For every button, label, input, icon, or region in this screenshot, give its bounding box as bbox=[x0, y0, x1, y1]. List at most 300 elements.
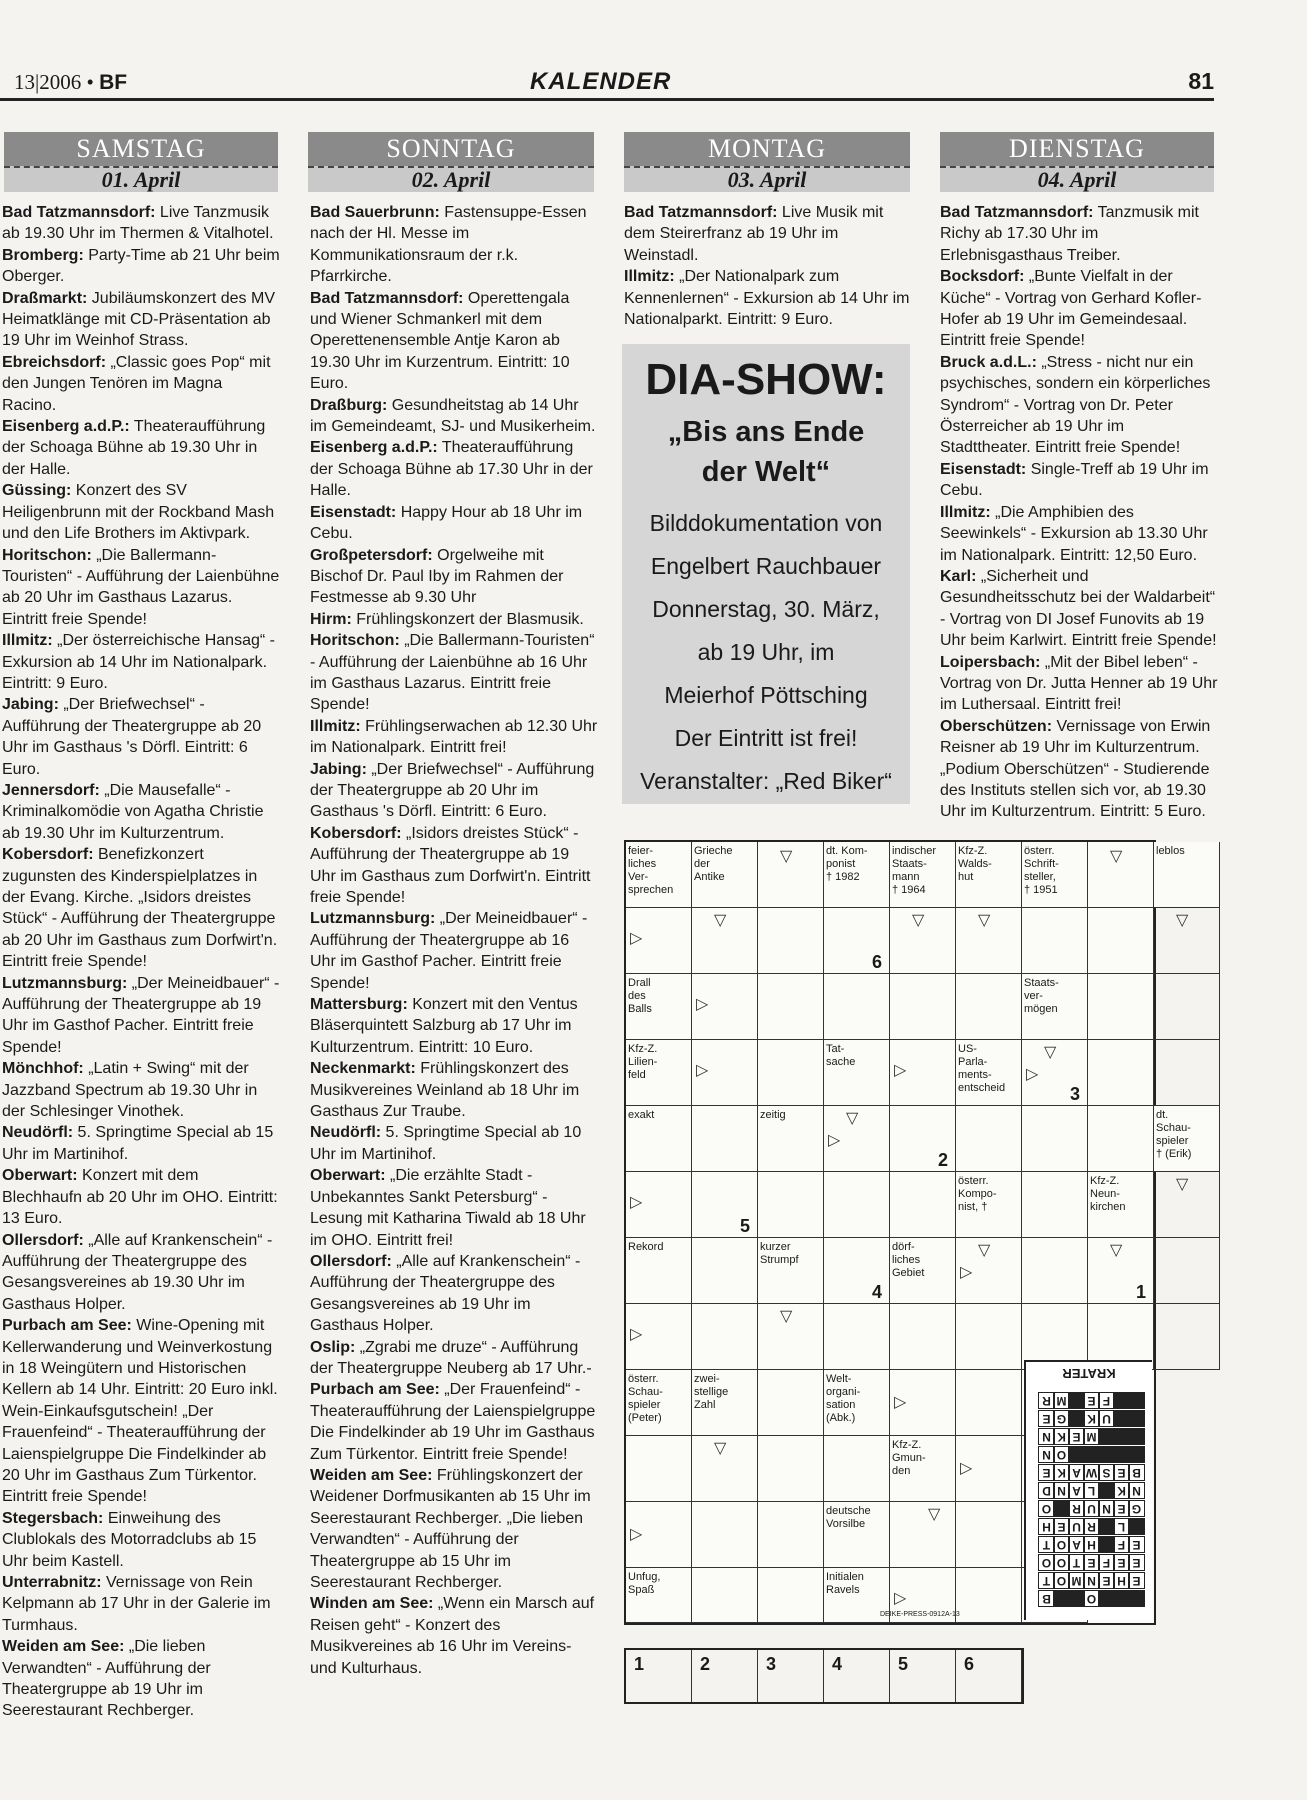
crossword-cell[interactable] bbox=[956, 1502, 1022, 1568]
crossword-cell[interactable] bbox=[1088, 1040, 1154, 1106]
event-entry bbox=[2, 1122, 280, 1165]
event-text: Operettengala und Wiener Schmankerl mit dem Operettenensemble Antje Karon ab 19.30 Uhr im Kurzentrum. Eintritt: 10 Euro. bbox=[310, 289, 570, 393]
solution-letter: E bbox=[1113, 1464, 1130, 1481]
event-place: Ebreichsdorf: bbox=[2, 353, 107, 371]
solution-letter: O bbox=[1053, 1554, 1070, 1571]
arrow-icon: ▷ bbox=[696, 996, 709, 1013]
event-entry bbox=[2, 416, 280, 480]
event-place: Eisenstadt: bbox=[310, 503, 397, 521]
solution-letter: F bbox=[1098, 1392, 1115, 1409]
event-entry bbox=[2, 1636, 280, 1722]
ad-title: DIA-SHOW: bbox=[645, 355, 887, 404]
solution-number: 2 bbox=[700, 1654, 711, 1674]
arrow-icon: ▽ bbox=[1110, 848, 1123, 865]
event-entry bbox=[2, 780, 280, 844]
solution-letter: N bbox=[1038, 1428, 1055, 1445]
crossword-cell[interactable] bbox=[1088, 974, 1154, 1040]
clue-text: Welt- organi- sation (Abk.) bbox=[826, 1373, 861, 1424]
clue-text: österr. Schrift- steller, † 1951 bbox=[1024, 845, 1059, 896]
crossword-cell[interactable] bbox=[692, 1568, 758, 1623]
solution-number: 1 bbox=[634, 1654, 645, 1674]
arrow-icon: ▽ bbox=[714, 912, 727, 929]
event-place: Horitschon: bbox=[2, 546, 92, 564]
crossword-cell[interactable] bbox=[890, 1172, 956, 1238]
solution-letter: E bbox=[1113, 1554, 1130, 1571]
deike-credit: DEIKE-PRESS-0912A-13 bbox=[880, 1611, 960, 1618]
event-text: Frühlingserwachen ab 12.30 Uhr im Nationalpark. Eintritt frei! bbox=[310, 717, 598, 757]
section-title: KALENDER bbox=[530, 68, 672, 95]
event-text: „Alle auf Krankenschein“ - Aufführung der Theatergruppe des Gesangsvereines ab 19.30 Uhr im Gasthaus Holper. bbox=[2, 1231, 273, 1313]
clue-text: leblos bbox=[1156, 845, 1185, 857]
arrow-icon: ▽ bbox=[846, 1110, 859, 1127]
event-entry bbox=[310, 908, 598, 994]
arrow-icon: ▷ bbox=[894, 1394, 907, 1411]
crossword-cell[interactable] bbox=[824, 1436, 890, 1502]
solution-letter: E bbox=[1128, 1536, 1145, 1553]
page-number: 81 bbox=[1188, 68, 1214, 94]
event-entry bbox=[310, 545, 598, 609]
event-entry bbox=[310, 202, 598, 288]
crossword-clue bbox=[1022, 842, 1088, 908]
crossword-clue bbox=[1022, 974, 1088, 1040]
event-place: Ollersdorf: bbox=[2, 1231, 84, 1249]
event-text: „Wenn ein Marsch auf Reisen geht“ - Konzert des Musikvereines ab 16 Uhr im Vereins- und Kulturhaus. bbox=[310, 1595, 595, 1677]
solution-letter: O bbox=[1053, 1536, 1070, 1553]
solution-letter: A bbox=[1068, 1482, 1085, 1499]
solution-letter: K bbox=[1083, 1410, 1100, 1427]
event-place: Karl: bbox=[940, 567, 977, 585]
arrow-icon: ▽ bbox=[1044, 1044, 1057, 1061]
solution-letter: O bbox=[1083, 1590, 1100, 1607]
solution-letter: F bbox=[1113, 1536, 1130, 1553]
ad-line-3: Donnerstag, 30. März, bbox=[652, 596, 880, 622]
ad-line-2: Engelbert Rauchbauer bbox=[650, 553, 882, 579]
crossword-clue bbox=[626, 1040, 692, 1106]
event-place: Jennersdorf: bbox=[2, 781, 100, 799]
solution-letter: H bbox=[1113, 1572, 1130, 1589]
crossword-cell[interactable] bbox=[1022, 1238, 1088, 1304]
event-entry bbox=[310, 395, 598, 438]
arrow-icon: ▷ bbox=[630, 1526, 643, 1543]
solution-letter: N bbox=[1038, 1446, 1055, 1463]
dia-show-ad bbox=[622, 344, 910, 804]
ad-line-1: Bilddokumentation von bbox=[649, 510, 883, 536]
crossword-cell[interactable] bbox=[890, 974, 956, 1040]
event-entry bbox=[2, 288, 280, 352]
clue-text: zeitig bbox=[760, 1109, 786, 1121]
arrow-icon: ▷ bbox=[630, 1326, 643, 1343]
event-entry bbox=[2, 1165, 280, 1229]
event-text: „Der Meineidbauer“ - Aufführung der Theatergruppe ab 16 Uhr im Gasthof Pacher. Eintritt freie Spende! bbox=[310, 910, 588, 992]
event-text: „Zgrabi me druze“ - Aufführung der Theatergruppe Neuberg ab 17 Uhr.- bbox=[310, 1338, 592, 1377]
event-text: Happy Hour ab 18 Uhr im Cebu. bbox=[310, 503, 583, 543]
event-text: „Die Ballermann-Touristen“ - Aufführung der Laienbühne ab 20 Uhr im Gasthaus Lazarus. Eintritt freie Spende! bbox=[2, 546, 280, 628]
event-text: „Latin + Swing“ mit der Jazzband Spectrum ab 19.30 Uhr in der Schlesinger Vinothek. bbox=[2, 1060, 258, 1121]
crossword-cell[interactable] bbox=[1022, 908, 1088, 974]
crossword-cell[interactable] bbox=[1154, 974, 1220, 1040]
event-entry bbox=[310, 1379, 598, 1465]
crossword-cell[interactable] bbox=[956, 1568, 1022, 1623]
arrow-icon: ▽ bbox=[1176, 1176, 1189, 1193]
event-text: „Der Briefwechsel“ - Aufführung der Theatergruppe ab 20 Uhr im Gasthaus 's Dörfl. Eintritt: 6 Euro. bbox=[310, 760, 595, 821]
clue-text: Kfz-Z. Lilien- feld bbox=[628, 1043, 658, 1081]
solution-letter: A bbox=[1068, 1536, 1085, 1553]
solution-box[interactable] bbox=[956, 1650, 1022, 1702]
crossword-clue bbox=[692, 1370, 758, 1436]
crossword-cell[interactable] bbox=[824, 1172, 890, 1238]
event-text: Tanzmusik mit Richy ab 17.30 Uhr im Erlebnisgasthaus Treiber. bbox=[940, 204, 1199, 264]
event-place: Oberwart: bbox=[310, 1167, 386, 1185]
arrow-icon: ▷ bbox=[1026, 1066, 1039, 1083]
crossword-cell[interactable] bbox=[626, 1436, 692, 1502]
event-place: Eisenstadt: bbox=[940, 460, 1027, 478]
solution-letter: E bbox=[1053, 1518, 1070, 1535]
arrow-icon: ▷ bbox=[960, 1264, 973, 1281]
crossword-clue bbox=[956, 842, 1022, 908]
event-entry bbox=[2, 973, 280, 1059]
arrow-icon: ▷ bbox=[960, 1460, 973, 1477]
crossword-cell[interactable] bbox=[824, 974, 890, 1040]
solution-box[interactable] bbox=[890, 1650, 956, 1702]
event-entry bbox=[2, 545, 280, 631]
event-entry bbox=[310, 994, 598, 1058]
clue-text: österr. Schau- spieler (Peter) bbox=[628, 1373, 663, 1424]
solution-box[interactable] bbox=[692, 1650, 758, 1702]
event-place: Eisenberg a.d.P.: bbox=[310, 439, 438, 457]
crossword-clue bbox=[626, 974, 692, 1040]
event-entry bbox=[310, 716, 598, 759]
solution-letter: R bbox=[1038, 1392, 1055, 1409]
event-place: Illmitz: bbox=[2, 632, 53, 650]
crossword-cell[interactable] bbox=[692, 1502, 758, 1568]
crossword-clue bbox=[626, 1568, 692, 1623]
crossword-clue bbox=[1088, 1172, 1154, 1238]
event-place: Illmitz: bbox=[940, 503, 991, 521]
event-text: „Der Frauenfeind“ - Theateraufführung der Laienspielgruppe Die Findelkinder ab 19 Uhr im Gasthaus Zum Türkentor. Eintritt freie Spende! bbox=[310, 1381, 596, 1463]
event-place: Oberwart: bbox=[2, 1167, 78, 1185]
event-text: Live Tanzmusik ab 19.30 Uhr im Thermen & Vitalhotel. bbox=[2, 204, 274, 243]
events-dienstag bbox=[940, 202, 1218, 823]
crossword-clue bbox=[626, 1370, 692, 1436]
event-text: „Isidors dreistes Stück“ - Aufführung der Theatergruppe ab 19 Uhr im Gasthaus zum Dorfwirt'n. Eintritt freie Spende! bbox=[310, 824, 591, 906]
clue-text: Rekord bbox=[628, 1241, 664, 1253]
event-place: Güssing: bbox=[2, 482, 72, 500]
crossword-number: 2 bbox=[938, 1150, 949, 1170]
event-text: Theateraufführung der Schoaga Bühne ab 17.30 Uhr in der Halle. bbox=[310, 439, 593, 500]
crossword-cell[interactable] bbox=[758, 1502, 824, 1568]
clue-text: Drall des Balls bbox=[628, 977, 652, 1015]
crossword-cell[interactable] bbox=[758, 1172, 824, 1238]
clue-text: exakt bbox=[628, 1109, 655, 1121]
solution-letter: H bbox=[1038, 1518, 1055, 1535]
crossword-number: 5 bbox=[740, 1216, 751, 1236]
event-place: Bad Tatzmannsdorf: bbox=[310, 289, 464, 307]
solution-letter: O bbox=[1053, 1572, 1070, 1589]
crossword-cell[interactable] bbox=[758, 908, 824, 974]
clue-text: Staats- ver- mögen bbox=[1024, 977, 1059, 1015]
solution-letter: N bbox=[1098, 1500, 1115, 1517]
event-text: „Der österreichische Hansag“ - Exkursion ab 14 Uhr im Nationalpark. Eintritt: 9 Euro. bbox=[2, 632, 275, 692]
crossword-cell[interactable] bbox=[1088, 1106, 1154, 1172]
event-place: Jabing: bbox=[310, 760, 367, 778]
arrow-icon: ▽ bbox=[780, 848, 793, 865]
event-entry bbox=[310, 1058, 598, 1122]
crossword-cell[interactable] bbox=[1022, 1172, 1088, 1238]
previous-solution bbox=[1024, 1360, 1152, 1620]
day-header-dienstag: DIENSTAG 04. April bbox=[940, 132, 1214, 190]
event-entry bbox=[2, 1572, 280, 1636]
event-place: Horitschon: bbox=[310, 632, 400, 650]
crossword-cell[interactable] bbox=[890, 1502, 956, 1568]
clue-text: Kfz-Z. Neun- kirchen bbox=[1090, 1175, 1126, 1213]
crossword-cell[interactable] bbox=[692, 1304, 758, 1370]
ad-line-4: ab 19 Uhr, im bbox=[697, 639, 835, 665]
solution-letter: A bbox=[1068, 1464, 1085, 1481]
event-entry bbox=[2, 1230, 280, 1316]
crossword-clue bbox=[956, 1172, 1022, 1238]
crossword-clue bbox=[626, 1106, 692, 1172]
event-place: Winden am See: bbox=[310, 1595, 434, 1613]
event-place: Purbach am See: bbox=[2, 1317, 132, 1335]
event-entry bbox=[940, 202, 1218, 266]
crossword-clue bbox=[824, 1370, 890, 1436]
arrow-icon: ▽ bbox=[714, 1440, 727, 1457]
solution-letter: E bbox=[1128, 1572, 1145, 1589]
crossword-clue bbox=[956, 1040, 1022, 1106]
solution-letter: N bbox=[1083, 1572, 1100, 1589]
event-place: Mattersburg: bbox=[310, 996, 408, 1014]
solution-letter: L bbox=[1113, 1518, 1130, 1535]
solution-letter bbox=[1128, 1392, 1145, 1409]
ad-subtitle-1: „Bis ans Ende bbox=[667, 416, 865, 448]
event-entry bbox=[310, 1122, 598, 1165]
event-entry bbox=[2, 1058, 280, 1122]
event-place: Weiden am See: bbox=[310, 1466, 433, 1484]
clue-text: Kfz-Z. Gmun- den bbox=[892, 1439, 926, 1477]
event-text: „Stress - nicht nur ein psychisches, sondern ein körperliches Syndrom“ - Vortrag von Dr. Peter Österreicher ab 19 Uhr im Stadttheater. Eintritt freie Spende! bbox=[940, 353, 1211, 457]
solution-box[interactable] bbox=[824, 1650, 890, 1702]
event-text: Frühlingskonzert der Blasmusik. bbox=[351, 610, 584, 628]
arrow-icon: ▷ bbox=[828, 1132, 841, 1149]
event-place: Illmitz: bbox=[310, 717, 361, 735]
solution-letter: N bbox=[1053, 1482, 1070, 1499]
solution-letter: K bbox=[1113, 1482, 1130, 1499]
solution-box[interactable] bbox=[758, 1650, 824, 1702]
solution-number: 6 bbox=[964, 1654, 975, 1674]
event-entry bbox=[940, 266, 1218, 352]
solution-letter: U bbox=[1068, 1518, 1085, 1535]
event-place: Eisenberg a.d.P.: bbox=[2, 418, 130, 436]
solution-box[interactable] bbox=[626, 1650, 692, 1702]
solution-number: 5 bbox=[898, 1654, 909, 1674]
event-entry bbox=[2, 202, 280, 245]
event-entry bbox=[940, 502, 1218, 566]
solution-letter: B bbox=[1038, 1590, 1055, 1607]
event-text: „Alle auf Krankenschein“ - Aufführung der Theatergruppe des Gesangsvereines ab 19 Uhr im Gasthaus Holper. bbox=[310, 1252, 581, 1335]
event-text: Single-Treff ab 19 Uhr im Cebu. bbox=[940, 460, 1209, 500]
event-place: Lutzmannsburg: bbox=[310, 910, 436, 928]
crossword-clue bbox=[824, 1502, 890, 1568]
crossword-cell[interactable] bbox=[758, 1370, 824, 1436]
clue-text: Tat- sache bbox=[826, 1043, 856, 1068]
event-place: Mönchhof: bbox=[2, 1060, 84, 1078]
solution-letter: K bbox=[1053, 1464, 1070, 1481]
event-text: „Die lieben Verwandten“ - Aufführung der Theatergruppe ab 19 Uhr im Seerestaurant Rechberger. bbox=[2, 1638, 211, 1720]
event-text: „Die Ballermann-Touristen“ - Aufführung der Laienbühne ab 16 Uhr im Gasthaus Lazarus. Eintritt freie Spende! bbox=[310, 632, 595, 714]
event-entry bbox=[310, 1337, 598, 1380]
arrow-icon: ▽ bbox=[978, 912, 991, 929]
crossword-cell[interactable] bbox=[1022, 1106, 1088, 1172]
event-text: Konzert mit dem Blechhaufn ab 20 Uhr im OHO. Eintritt: 13 Euro. bbox=[2, 1167, 278, 1228]
solution-letter: G bbox=[1053, 1410, 1070, 1427]
crossword-cell[interactable] bbox=[956, 1304, 1022, 1370]
event-place: Bocksdorf: bbox=[940, 268, 1025, 286]
event-text: Benefizkonzert zugunsten des Kinderspielplatzes in der Evang. Kirche. „Isidors dreistes Stück“ - Aufführung der Theatergruppe ab 20 Uhr im Gasthaus zum Dorfwirt'n. Eintritt freie Spende! bbox=[2, 846, 278, 971]
solution-letter: R bbox=[1068, 1500, 1085, 1517]
solution-letter: M bbox=[1053, 1392, 1070, 1409]
events-sonntag bbox=[310, 202, 598, 1679]
event-entry bbox=[310, 630, 598, 716]
crossword-number: 4 bbox=[872, 1282, 883, 1302]
event-entry bbox=[310, 823, 598, 909]
event-place: Bad Tatzmannsdorf: bbox=[624, 204, 778, 221]
event-entry bbox=[940, 352, 1218, 459]
crossword-cell[interactable] bbox=[1088, 908, 1154, 974]
event-entry bbox=[2, 630, 280, 694]
event-place: Oslip: bbox=[310, 1338, 356, 1356]
crossword-clue bbox=[692, 842, 758, 908]
event-place: Loipersbach: bbox=[940, 653, 1041, 671]
event-place: Stegersbach: bbox=[2, 1509, 104, 1527]
clue-text: Kfz-Z. Walds- hut bbox=[958, 845, 992, 883]
event-place: Draßburg: bbox=[310, 396, 388, 414]
crossword-cell[interactable] bbox=[1154, 1304, 1220, 1370]
crossword-cell[interactable] bbox=[1154, 1238, 1220, 1304]
event-entry bbox=[2, 844, 280, 972]
event-entry bbox=[310, 502, 598, 545]
solution-letter bbox=[1128, 1590, 1145, 1607]
arrow-icon: ▽ bbox=[780, 1308, 793, 1325]
event-text: „Der Nationalpark zum Kennenlernen“ - Exkursion ab 14 Uhr im Nationalparkt. Eintritt: 9 Euro. bbox=[624, 268, 910, 329]
event-text: „Die Amphibien des Seewinkels“ - Exkursion ab 13.30 Uhr im Nationalpark. Eintritt: 12,50 Euro. bbox=[940, 503, 1208, 564]
event-entry bbox=[310, 1593, 598, 1679]
clue-text: zwei- stellige Zahl bbox=[694, 1373, 729, 1411]
crossword-cell[interactable] bbox=[758, 1436, 824, 1502]
event-entry bbox=[310, 437, 598, 501]
crossword-number: 3 bbox=[1070, 1084, 1081, 1104]
crossword-cell[interactable] bbox=[956, 1106, 1022, 1172]
crossword-clue bbox=[626, 842, 692, 908]
event-entry bbox=[940, 652, 1218, 716]
event-place: Lutzmannsburg: bbox=[2, 974, 128, 992]
event-text: Frühlingskonzert der Weidener Dorfmusikanten ab 15 Uhr im Seerestaurant Rechberger. „Die lieben Verwandten“ - Aufführung der Theatergruppe ab 15 Uhr im Seerestaurant Rechberger. bbox=[310, 1466, 591, 1591]
arrow-icon: ▷ bbox=[696, 1062, 709, 1079]
clue-text: dt. Schau- spieler † (Erik) bbox=[1156, 1109, 1192, 1160]
solution-letter: W bbox=[1083, 1464, 1100, 1481]
crossword-clue bbox=[758, 1238, 824, 1304]
event-text: „Classic goes Pop“ mit den Jungen Tenören im Magna Racino. bbox=[2, 353, 271, 414]
clue-text: dörf- liches Gebiet bbox=[892, 1241, 925, 1279]
event-place: Bad Sauerbrunn: bbox=[310, 204, 440, 221]
crossword-cell[interactable] bbox=[758, 974, 824, 1040]
crossword-cell[interactable] bbox=[758, 1568, 824, 1623]
event-place: Kobersdorf: bbox=[2, 846, 94, 864]
event-text: „Bunte Vielfalt in der Küche“ - Vortrag von Gerhard Kofler-Hofer ab 19 Uhr im Gemeindesaal. Eintritt freie Spende! bbox=[940, 268, 1202, 350]
event-entry bbox=[310, 1465, 598, 1593]
solution-letter: S bbox=[1098, 1464, 1115, 1481]
arrow-icon: ▷ bbox=[630, 930, 643, 947]
solution-letter: O bbox=[1038, 1500, 1055, 1517]
crossword-cell[interactable] bbox=[692, 1106, 758, 1172]
solution-letter: O bbox=[1038, 1554, 1055, 1571]
crossword-clue bbox=[890, 1238, 956, 1304]
event-text: „Die Mausefalle“ - Kriminalkomödie von Agatha Christie ab 19.30 Uhr im Kulturzentrum. bbox=[2, 781, 264, 842]
event-text: „Der Meineidbauer“ - Aufführung der Theatergruppe ab 19 Uhr im Gasthof Pacher. Eintritt freie Spende! bbox=[2, 974, 280, 1056]
events-samstag bbox=[2, 202, 280, 1722]
event-text: Party-Time ab 21 Uhr beim Oberger. bbox=[2, 246, 280, 286]
solution-letter: E bbox=[1038, 1464, 1055, 1481]
event-place: Bromberg: bbox=[2, 246, 84, 264]
event-text: Theateraufführung der Schoaga Bühne ab 19.30 Uhr in der Halle. bbox=[2, 418, 266, 478]
arrow-icon: ▽ bbox=[1176, 912, 1189, 929]
day-header-sonntag: SONNTAG 02. April bbox=[308, 132, 594, 190]
event-text: Orgelweihe mit Bischof Dr. Paul Iby im Rahmen der Festmesse ab 9.30 Uhr bbox=[310, 546, 564, 607]
crossword-cell[interactable] bbox=[758, 1040, 824, 1106]
crossword-cell[interactable] bbox=[824, 1304, 890, 1370]
event-entry bbox=[940, 459, 1218, 502]
crossword-clue bbox=[824, 842, 890, 908]
event-entry bbox=[624, 266, 914, 330]
crossword-cell[interactable] bbox=[890, 1304, 956, 1370]
solution-letter: D bbox=[1038, 1482, 1055, 1499]
solution-letter bbox=[1128, 1410, 1145, 1427]
events-montag bbox=[624, 202, 914, 330]
clue-text: österr. Kompo- nist, † bbox=[958, 1175, 997, 1213]
crossword-cell[interactable] bbox=[956, 1370, 1022, 1436]
ad-subtitle-2: der Welt“ bbox=[701, 456, 831, 488]
event-entry bbox=[2, 352, 280, 416]
crossword-cell[interactable] bbox=[1154, 1040, 1220, 1106]
event-entry bbox=[310, 1251, 598, 1337]
solution-letter: M bbox=[1068, 1572, 1085, 1589]
crossword-clue bbox=[824, 1040, 890, 1106]
event-entry bbox=[940, 716, 1218, 823]
solution-letter: R bbox=[1083, 1518, 1100, 1535]
crossword-cell[interactable] bbox=[956, 974, 1022, 1040]
event-place: Draßmarkt: bbox=[2, 289, 88, 307]
event-text: Konzert mit den Ventus Bläserquintett Salzburg ab 17 Uhr im Kulturzentrum. Eintritt: 10 Euro. bbox=[310, 996, 578, 1056]
event-place: Bad Tatzmannsdorf: bbox=[940, 204, 1094, 221]
solution-letter: G bbox=[1128, 1500, 1145, 1517]
clue-text: indischer Staats- mann † 1964 bbox=[892, 845, 937, 896]
solution-letter: E bbox=[1113, 1500, 1130, 1517]
event-text: „Mit der Bibel leben“ - Vortrag von Dr. Jutta Henner ab 19 Uhr im Luthersaal. Eintritt frei! bbox=[940, 653, 1218, 714]
event-text: „Die erzählte Stadt - Unbekanntes Sankt Petersburg“ - Lesung mit Katharina Tiwald ab 18 Uhr im OHO. Eintritt frei! bbox=[310, 1167, 586, 1249]
solution-boxes bbox=[624, 1648, 1024, 1704]
day-header-samstag: SAMSTAG 01. April bbox=[4, 132, 278, 190]
event-place: Neudörfl: bbox=[2, 1124, 74, 1142]
crossword-cell[interactable] bbox=[692, 1238, 758, 1304]
arrow-icon: ▽ bbox=[978, 1242, 991, 1259]
crossword-clue bbox=[626, 1238, 692, 1304]
clue-text: kurzer Strumpf bbox=[760, 1241, 799, 1266]
solution-letter: K bbox=[1053, 1428, 1070, 1445]
event-place: Hirm: bbox=[310, 610, 352, 628]
event-text: Wine-Opening mit Kellerwanderung und Weinverkostung in 18 Weingütern und Historischen Kellern ab 14 Uhr. Eintritt: 20 Euro inkl. Wein-Einkaufsgutschein! „Der Frauenfeind“ - Theateraufführung der Laienspielgruppe Die Findelkinder ab 20 Uhr im Gasthaus Zum Türkentor. Eintritt freie Spende! bbox=[2, 1317, 278, 1506]
event-text: Einweihung des Clublokals des Motorradclubs ab 15 Uhr beim Kastell. bbox=[2, 1509, 257, 1570]
clue-text: dt. Kom- ponist † 1982 bbox=[826, 845, 868, 883]
event-text: Live Musik mit dem Steirerfranz ab 19 Uhr im Weinstadl. bbox=[624, 204, 884, 264]
